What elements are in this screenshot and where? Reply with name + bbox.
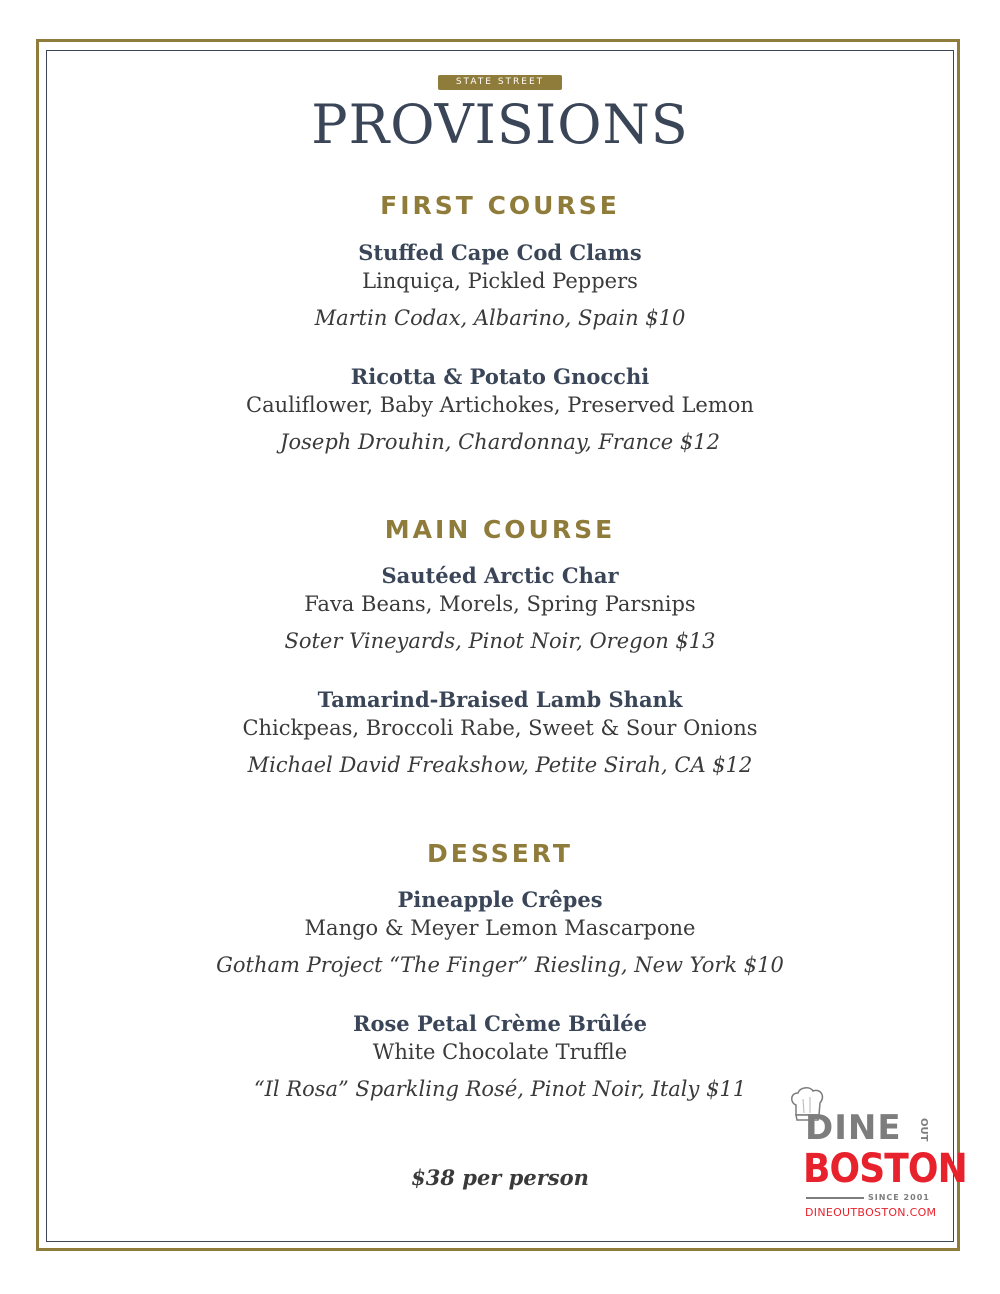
dish-name: Ricotta & Potato Gnocchi <box>350 364 650 389</box>
logo-out: OUT <box>918 1118 929 1142</box>
dish-description: Cauliflower, Baby Artichokes, Preserved Lemon <box>246 393 754 417</box>
dish-description: Fava Beans, Morels, Spring Parsnips <box>304 592 696 616</box>
wine-pairing: Joseph Drouhin, Chardonnay, France $12 <box>280 430 720 454</box>
wine-pairing: Gotham Project “The Finger” Riesling, New York $10 <box>216 953 784 977</box>
logo-divider <box>806 1197 864 1199</box>
section-title-dessert: DESSERT <box>427 839 573 868</box>
logo-dine: DINE <box>805 1108 902 1148</box>
logo-boston: BOSTON <box>803 1146 967 1192</box>
logo-since: SINCE 2001 <box>868 1193 930 1202</box>
price-per-person: $38 per person <box>411 1165 589 1190</box>
section-title-first-course: FIRST COURSE <box>380 191 620 220</box>
restaurant-title: PROVISIONS <box>311 93 689 156</box>
dish-description: White Chocolate Truffle <box>372 1040 628 1064</box>
dine-out-boston-logo <box>788 1085 967 1225</box>
dish-name: Pineapple Crêpes <box>397 887 603 912</box>
wine-pairing: Soter Vineyards, Pinot Noir, Oregon $13 <box>284 629 716 653</box>
dish-name: Tamarind-Braised Lamb Shank <box>317 687 683 712</box>
wine-pairing: “Il Rosa” Sparkling Rosé, Pinot Noir, Italy $11 <box>253 1077 747 1101</box>
dish-description: Linquiça, Pickled Peppers <box>362 269 638 293</box>
dish-name: Stuffed Cape Cod Clams <box>358 240 642 265</box>
wine-pairing: Michael David Freakshow, Petite Sirah, CA $12 <box>247 753 753 777</box>
wine-pairing: Martin Codax, Albarino, Spain $10 <box>314 306 686 330</box>
dish-description: Chickpeas, Broccoli Rabe, Sweet & Sour Onions <box>242 716 758 740</box>
dish-name: Sautéed Arctic Char <box>381 563 619 588</box>
logo-badge: STATE STREET <box>438 75 562 90</box>
dish-name: Rose Petal Crème Brûlée <box>353 1011 647 1036</box>
logo-url: DINEOUTBOSTON.COM <box>805 1206 937 1219</box>
section-title-main-course: MAIN COURSE <box>384 515 616 544</box>
dish-description: Mango & Meyer Lemon Mascarpone <box>304 916 696 940</box>
